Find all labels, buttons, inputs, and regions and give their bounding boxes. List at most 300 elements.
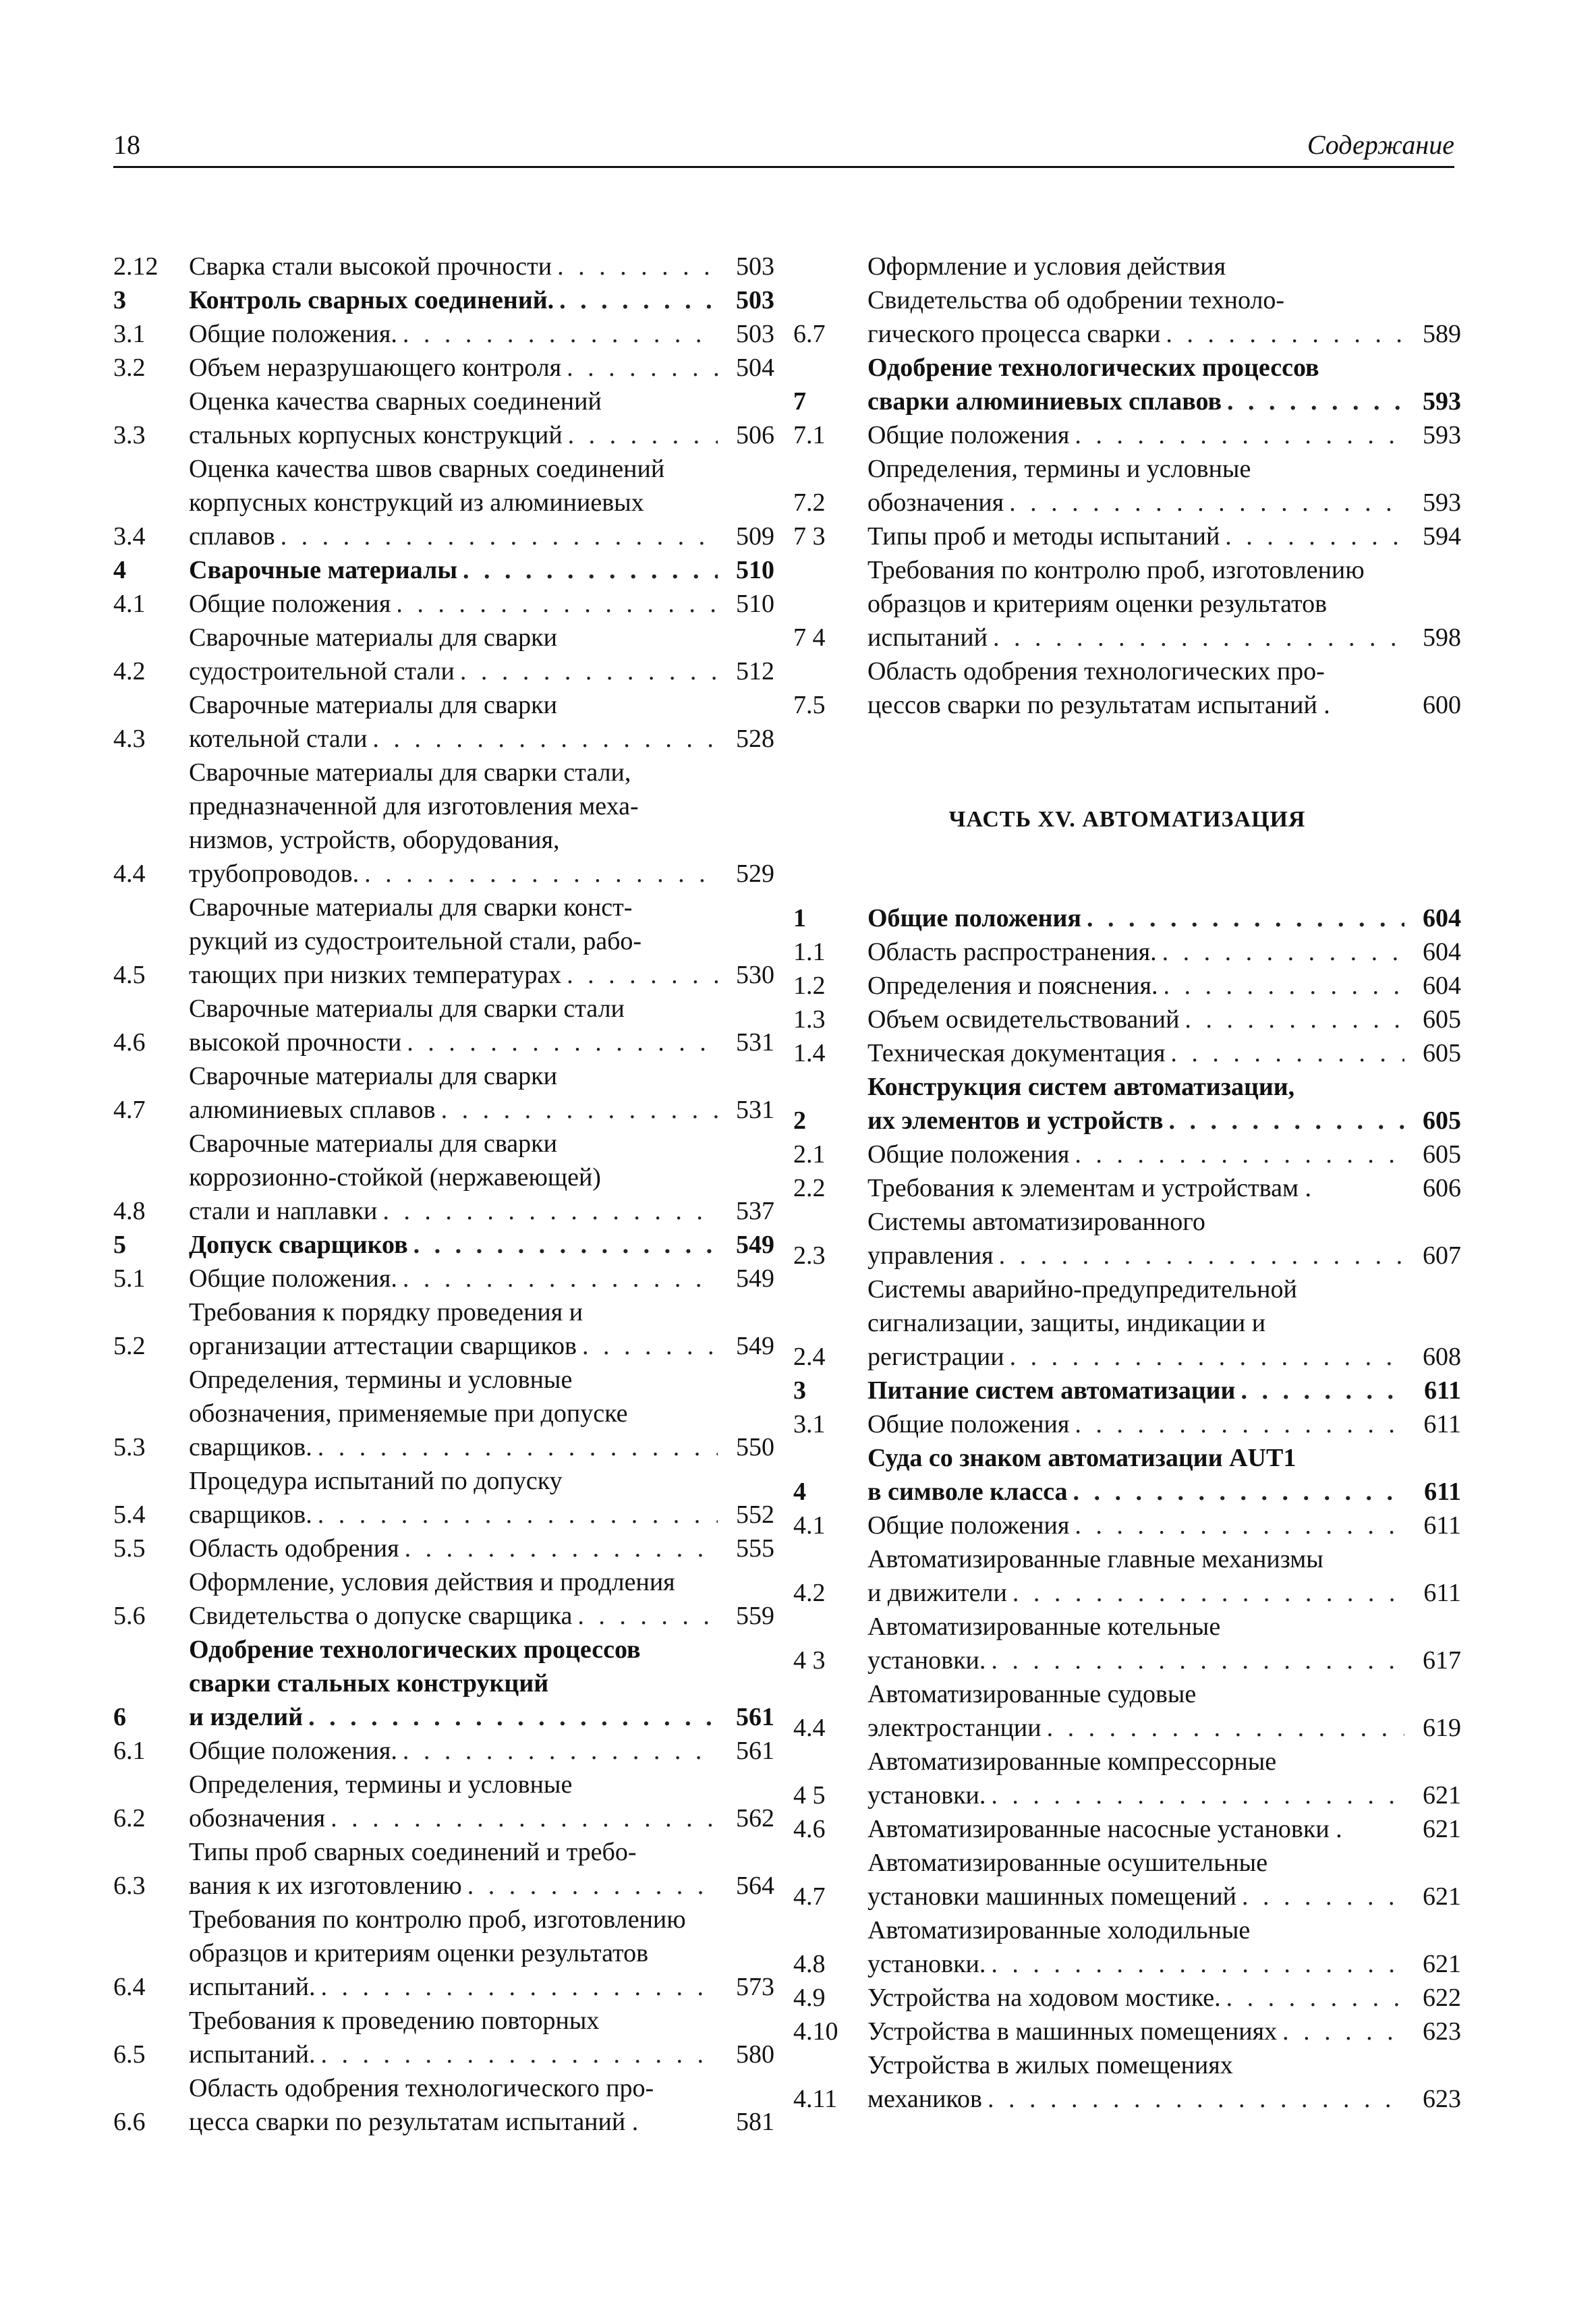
toc-entry-title: тающих при низких температурах xyxy=(189,961,562,989)
toc-entry-body xyxy=(867,1542,1461,1610)
toc-entry-body xyxy=(867,250,1461,351)
toc-entry-page: 573 xyxy=(736,1973,774,2001)
toc-entry xyxy=(113,1768,774,1835)
toc-entry-title: Типы проб и методы испытаний xyxy=(867,522,1220,551)
toc-entry-title: регистрации xyxy=(867,1343,1004,1371)
toc-entry-page: 561 xyxy=(736,1737,774,1765)
toc-entry-line xyxy=(189,756,774,789)
toc-entry-number: 4.10 xyxy=(793,2017,838,2046)
toc-entry xyxy=(793,1205,1461,1272)
leader-dots xyxy=(1075,418,1404,452)
leader-dots xyxy=(999,1239,1404,1272)
toc-entry xyxy=(793,1542,1461,1610)
toc-entry-line xyxy=(189,621,774,654)
toc-entry-number: 4.6 xyxy=(113,1028,146,1057)
toc-entry-number: 2.12 xyxy=(113,252,159,281)
toc-entry-title: в символе класса xyxy=(867,1478,1068,1506)
toc-entry-line xyxy=(189,1700,774,1734)
toc-entry xyxy=(793,1846,1461,1913)
toc-entry-line xyxy=(189,587,774,621)
leader-dots xyxy=(993,621,1404,654)
toc-entry-line xyxy=(189,1059,774,1093)
toc-entry-title: Общие положения xyxy=(867,1511,1070,1540)
toc-entry xyxy=(793,1374,1461,1407)
toc-entry-number: 4.6 xyxy=(793,1815,826,1843)
toc-entry-body xyxy=(867,1070,1461,1138)
toc-entry-page: 528 xyxy=(736,725,774,753)
toc-entry-line xyxy=(867,1003,1461,1036)
toc-entry-number: 4.2 xyxy=(793,1579,826,1607)
toc-entry xyxy=(113,1059,774,1127)
toc-entry-title: Сварочные материалы для сварки конст- xyxy=(189,893,633,922)
toc-entry-body xyxy=(189,283,774,317)
toc-entry-page: 611 xyxy=(1423,1579,1461,1607)
toc-entry-line xyxy=(867,1340,1461,1374)
toc-entry-body xyxy=(189,1228,774,1262)
leader-dots xyxy=(441,1093,718,1127)
toc-entry-title: Автоматизированные котельные xyxy=(867,1613,1221,1641)
toc-entry xyxy=(793,1745,1461,1812)
toc-entry-body xyxy=(189,1295,774,1363)
toc-entry-page: 510 xyxy=(736,556,774,584)
toc-entry-title: Общие положения. xyxy=(189,1264,397,1293)
leader-dots xyxy=(568,418,718,452)
toc-entry-title: и изделий xyxy=(189,1703,304,1731)
toc-entry-page: 581 xyxy=(736,2108,774,2136)
toc-entry-page: 622 xyxy=(1423,1984,1461,2012)
leader-dots xyxy=(405,1532,718,1565)
toc-entry-title: Сварочные материалы для сварки xyxy=(189,691,557,719)
leader-dots xyxy=(321,1970,718,2004)
toc-entry-body xyxy=(867,418,1461,452)
toc-entry-line xyxy=(867,553,1461,587)
leader-dots xyxy=(1013,1576,1404,1610)
toc-entry-line xyxy=(867,1138,1461,1171)
toc-entry-title: сварщиков. xyxy=(189,1501,312,1529)
toc-entry-number: 3.3 xyxy=(113,421,146,449)
toc-entry-line xyxy=(867,935,1461,969)
toc-entry-page: 555 xyxy=(736,1534,774,1563)
toc-entry-page: 605 xyxy=(1423,1005,1461,1034)
leader-dots xyxy=(577,1599,718,1633)
toc-entry-line xyxy=(867,1913,1461,1947)
toc-entry-number: 1.1 xyxy=(793,938,826,966)
toc-entry-line xyxy=(189,1936,774,1970)
toc-entry-line xyxy=(867,418,1461,452)
leader-dots xyxy=(364,857,718,891)
toc-entry-body xyxy=(189,1262,774,1295)
leader-dots xyxy=(991,1644,1404,1677)
toc-entry xyxy=(113,317,774,351)
toc-entry-body xyxy=(189,1127,774,1228)
leader-dots xyxy=(321,2038,718,2071)
leader-dots xyxy=(991,1778,1404,1812)
toc-entry-title: установки машинных помещений xyxy=(867,1882,1236,1911)
toc-entry-title: Автоматизированные главные механизмы xyxy=(867,1545,1323,1573)
toc-entry-line xyxy=(867,2048,1461,2082)
toc-entry-line xyxy=(867,1475,1461,1509)
toc-entry-title: Питание систем автоматизации xyxy=(867,1376,1236,1405)
toc-entry-page: 509 xyxy=(736,522,774,551)
toc-entry-title: Суда со знаком автоматизации AUT1 xyxy=(867,1444,1296,1472)
toc-entry-page: 606 xyxy=(1423,1174,1461,1202)
toc-entry-line xyxy=(867,385,1461,418)
toc-entry-title: Сварочные материалы xyxy=(189,556,457,584)
toc-entry-number: 2.2 xyxy=(793,1174,826,1202)
toc-entry-body xyxy=(867,2048,1461,2116)
toc-entry-line xyxy=(189,992,774,1026)
toc-entry-title: Определения, термины и условные xyxy=(189,1770,573,1799)
toc-entry-line xyxy=(189,1295,774,1329)
toc-entry xyxy=(793,418,1461,452)
toc-entry-number: 6.5 xyxy=(113,2040,146,2069)
toc-entry-title: обозначения xyxy=(867,488,1004,517)
toc-entry xyxy=(793,1981,1461,2015)
toc-entry xyxy=(113,1464,774,1532)
toc-entry xyxy=(113,2071,774,2139)
toc-entry-body xyxy=(867,520,1461,553)
toc-entry-line xyxy=(189,891,774,924)
toc-right-top xyxy=(793,250,1461,722)
toc-entry-page: 617 xyxy=(1423,1646,1461,1675)
toc-entry-number: 4.4 xyxy=(113,860,146,888)
toc-entry-line xyxy=(867,1745,1461,1778)
toc-entry-page: 549 xyxy=(736,1332,774,1360)
toc-entry-body xyxy=(189,1565,774,1633)
toc-entry xyxy=(793,250,1461,351)
toc-entry-title: Системы аварийно-предупредительной xyxy=(867,1275,1297,1304)
toc-entry-body xyxy=(189,1835,774,1903)
toc-entry-title: Сварочные материалы для сварки стали xyxy=(189,994,625,1023)
toc-entry-title: испытаний xyxy=(867,623,988,652)
toc-entry-number: 4.7 xyxy=(793,1882,826,1911)
toc-entry-page: 604 xyxy=(1423,972,1461,1000)
toc-entry-title: Требования по контролю проб, изготовлению xyxy=(189,1905,686,1934)
leader-dots xyxy=(308,1700,718,1734)
toc-entry-title: Техническая документация xyxy=(867,1039,1166,1067)
toc-entry-page: 611 xyxy=(1423,1410,1461,1438)
toc-entry-title: цессов сварки по результатам испытаний . xyxy=(867,691,1330,719)
leader-dots xyxy=(1170,1036,1404,1070)
toc-entry-page: 621 xyxy=(1423,1882,1461,1911)
toc-entry-number: 4 xyxy=(113,556,126,584)
toc-entry-body xyxy=(867,1913,1461,1981)
toc-entry-body xyxy=(867,935,1461,969)
toc-entry xyxy=(793,1677,1461,1745)
toc-entry-body xyxy=(867,1677,1461,1745)
toc-entry-body xyxy=(189,1768,774,1835)
toc-entry-page: 549 xyxy=(736,1231,774,1259)
toc-entry-line xyxy=(867,1306,1461,1340)
toc-entry-body xyxy=(867,1745,1461,1812)
toc-entry-title: котельной стали xyxy=(189,725,368,753)
toc-entry-body xyxy=(189,250,774,283)
toc-entry-number: 6.3 xyxy=(113,1872,146,1900)
toc-entry-number: 4.3 xyxy=(113,725,146,753)
toc-entry-number: 4.1 xyxy=(113,590,146,618)
toc-entry-number: 4.2 xyxy=(113,657,146,685)
toc-entry-line xyxy=(189,1970,774,2004)
toc-entry-page: 504 xyxy=(736,354,774,382)
leader-dots xyxy=(1075,1138,1404,1171)
toc-entry-title: Определения, термины и условные xyxy=(867,455,1251,483)
toc-entry-line xyxy=(867,1711,1461,1745)
toc-entry-line xyxy=(189,1228,774,1262)
leader-dots xyxy=(1226,1981,1404,2015)
toc-entry-line xyxy=(189,1498,774,1532)
toc-entry-line xyxy=(867,2015,1461,2048)
toc-entry-page: 552 xyxy=(736,1501,774,1529)
toc-entry-body xyxy=(189,351,774,385)
toc-entry-title: Общие положения xyxy=(189,590,391,618)
toc-entry-number: 4 xyxy=(793,1478,806,1506)
toc-entry-page: 607 xyxy=(1423,1241,1461,1270)
toc-entry-body xyxy=(867,1138,1461,1171)
toc-entry-page: 550 xyxy=(736,1433,774,1461)
toc-entry-line xyxy=(189,250,774,283)
toc-entry-page: 512 xyxy=(736,657,774,685)
toc-entry-line xyxy=(189,1093,774,1127)
toc-entry-page: 604 xyxy=(1423,904,1461,932)
toc-entry-title: Область одобрения технологических про- xyxy=(867,657,1325,685)
toc-entry-title: Оформление и условия действия xyxy=(867,252,1226,281)
toc-entry-number: 6.1 xyxy=(113,1737,146,1765)
toc-entry-number: 2.4 xyxy=(793,1343,826,1371)
toc-entry-page: 531 xyxy=(736,1096,774,1124)
leader-dots xyxy=(567,351,718,385)
toc-entry-number: 5.4 xyxy=(113,1501,146,1529)
toc-entry-title: Требования к порядку проведения и xyxy=(189,1298,583,1326)
toc-entry-page: 621 xyxy=(1423,1815,1461,1843)
toc-entry-title: Сварочные материалы для сварки xyxy=(189,623,557,652)
toc-entry-page: 611 xyxy=(1424,1478,1461,1506)
toc-entry xyxy=(793,351,1461,418)
toc-entry-title: низмов, устройств, оборудования, xyxy=(189,826,560,854)
toc-entry xyxy=(113,688,774,756)
toc-entry-page: 593 xyxy=(1423,488,1461,517)
toc-entry-title: гического процесса сварки xyxy=(867,320,1161,348)
toc-entry-line xyxy=(867,1205,1461,1239)
toc-entry-number: 5.3 xyxy=(113,1433,146,1461)
leader-dots xyxy=(988,2082,1404,2116)
toc-entry-title: Автоматизированные осушительные xyxy=(867,1849,1268,1877)
toc-entry-title: Сварка стали высокой прочности xyxy=(189,252,552,281)
toc-entry-page: 605 xyxy=(1423,1140,1461,1169)
toc-entry-title: Устройства в машинных помещениях xyxy=(867,2017,1278,2046)
toc-entry-title: корпусных конструкций из алюминиевых xyxy=(189,488,644,517)
leader-dots xyxy=(467,1869,718,1903)
toc-entry-line xyxy=(189,385,774,418)
leader-dots xyxy=(460,654,718,688)
toc-entry-line xyxy=(189,654,774,688)
toc-entry-page: 510 xyxy=(736,590,774,618)
toc-entry-page: 503 xyxy=(736,252,774,281)
toc-entry-number: 5 xyxy=(113,1231,126,1259)
toc-entry-body xyxy=(867,1610,1461,1677)
toc-entry xyxy=(113,992,774,1059)
toc-entry xyxy=(113,250,774,283)
toc-entry-title: трубопроводов. xyxy=(189,860,360,888)
toc-entry-line xyxy=(189,1633,774,1666)
toc-entry-line xyxy=(189,1430,774,1464)
part-title: ЧАСТЬ XV. АВТОМАТИЗАЦИЯ xyxy=(948,807,1306,832)
toc-entry xyxy=(113,1633,774,1734)
toc-entry-title: вания к их изготовлению xyxy=(189,1872,462,1900)
toc-entry-line xyxy=(867,351,1461,385)
toc-entry-line xyxy=(189,1565,774,1599)
toc-entry xyxy=(113,452,774,553)
toc-entry-title: Допуск сварщиков xyxy=(189,1231,408,1259)
toc-entry-title: Одобрение технологических процессов xyxy=(867,354,1319,382)
toc-entry-number: 6 xyxy=(113,1703,126,1731)
toc-entry-line xyxy=(867,486,1461,520)
toc-entry-title: и движители xyxy=(867,1579,1007,1607)
toc-entry-title: стали и наплавки xyxy=(189,1197,378,1225)
toc-entry-line xyxy=(189,1160,774,1194)
toc-entry-title: обозначения, применяемые при допуске xyxy=(189,1399,628,1428)
toc-entry-title: Общие положения. xyxy=(189,320,397,348)
toc-entry xyxy=(793,1812,1461,1846)
toc-entry-number: 1 xyxy=(793,904,806,932)
toc-entry-body xyxy=(867,1441,1461,1509)
toc-entry xyxy=(113,891,774,992)
toc-entry xyxy=(113,1127,774,1228)
toc-entry-number: 4 3 xyxy=(793,1646,826,1675)
toc-entry-line xyxy=(189,2038,774,2071)
toc-entry-line xyxy=(189,1127,774,1160)
toc-entry-title: сварки стальных конструкций xyxy=(189,1669,549,1698)
toc-entry-title: Устройства на ходовом мостике. xyxy=(867,1984,1221,2012)
toc-entry xyxy=(113,553,774,587)
toc-entry-number: 1.3 xyxy=(793,1005,826,1034)
toc-entry-page: 605 xyxy=(1423,1039,1461,1067)
toc-entry-number: 5.5 xyxy=(113,1534,146,1563)
toc-entry-title: Область одобрения xyxy=(189,1534,399,1563)
leader-dots xyxy=(567,958,718,992)
leader-dots xyxy=(414,1228,718,1262)
toc-entry-number: 7.5 xyxy=(793,691,826,719)
toc-entry-page: 503 xyxy=(736,320,774,348)
toc-entry-number: 4.11 xyxy=(793,2085,838,2113)
toc-entry xyxy=(113,1835,774,1903)
toc-entry-line xyxy=(189,486,774,520)
toc-entry-line xyxy=(867,1846,1461,1880)
toc-entry-line xyxy=(867,250,1461,283)
toc-entry-number: 6.7 xyxy=(793,320,826,348)
toc-entry-line xyxy=(867,1171,1461,1205)
toc-entry-line xyxy=(189,317,774,351)
leader-dots xyxy=(463,553,718,587)
toc-entry-number: 2.3 xyxy=(793,1241,826,1270)
toc-entry-body xyxy=(867,553,1461,654)
toc-entry-line xyxy=(189,1026,774,1059)
toc-entry-title: Оценка качества швов сварных соединений xyxy=(189,455,665,483)
toc-entry-title: электростанции xyxy=(867,1714,1042,1742)
toc-entry-body xyxy=(189,317,774,351)
toc-entry-body xyxy=(189,688,774,756)
toc-entry-title: сигнализации, защиты, индикации и xyxy=(867,1309,1266,1337)
toc-entry-title: сварщиков. xyxy=(189,1433,312,1461)
toc-entry-line xyxy=(189,1599,774,1633)
leader-dots xyxy=(1282,2015,1404,2048)
toc-entry-page: 608 xyxy=(1423,1343,1461,1371)
toc-entry-title: Требования к элементам и устройствам . xyxy=(867,1174,1312,1202)
toc-entry-title: Конструкция систем автоматизации, xyxy=(867,1073,1295,1101)
toc-entry xyxy=(793,2015,1461,2048)
toc-entry-page: 549 xyxy=(736,1264,774,1293)
toc-entry-title: организации аттестации сварщиков xyxy=(189,1332,577,1360)
toc-entry-body xyxy=(189,756,774,891)
toc-entry-body xyxy=(867,452,1461,520)
toc-entry-line xyxy=(867,1542,1461,1576)
leader-dots xyxy=(1185,1003,1404,1036)
toc-entry-line xyxy=(867,1104,1461,1138)
toc-entry xyxy=(793,1509,1461,1542)
toc-entry-title: Устройства в жилых помещениях xyxy=(867,2051,1233,2079)
toc-entry-title: Процедура испытаний по допуску xyxy=(189,1467,563,1495)
toc-entry-line xyxy=(867,452,1461,486)
toc-entry xyxy=(793,1272,1461,1374)
leader-dots xyxy=(1087,901,1404,935)
toc-entry-title: Сварочные материалы для сварки xyxy=(189,1062,557,1090)
leader-dots xyxy=(1227,385,1404,418)
toc-entry-number: 3 xyxy=(793,1376,806,1405)
toc-entry-number: 6.4 xyxy=(113,1973,146,2001)
leader-dots xyxy=(281,520,718,553)
toc-entry xyxy=(113,385,774,452)
toc-entry-title: высокой прочности xyxy=(189,1028,402,1057)
toc-entry-body xyxy=(867,901,1461,935)
toc-entry xyxy=(793,935,1461,969)
toc-entry-number: 4.8 xyxy=(793,1950,826,1978)
toc-entry-page: 623 xyxy=(1423,2085,1461,2113)
toc-entry-body xyxy=(189,992,774,1059)
toc-entry-page: 623 xyxy=(1423,2017,1461,2046)
toc-entry-number: 7 xyxy=(793,387,806,416)
leader-dots xyxy=(318,1430,718,1464)
toc-entry xyxy=(793,654,1461,722)
toc-entry-title: Оформление, условия действия и продления xyxy=(189,1568,675,1596)
toc-entry-title: алюминиевых сплавов xyxy=(189,1096,436,1124)
leader-dots xyxy=(991,1947,1404,1981)
toc-entry-line xyxy=(867,1981,1461,2015)
toc-entry-number: 6.6 xyxy=(113,2108,146,2136)
toc-entry-line xyxy=(189,1734,774,1768)
toc-entry-number: 3.1 xyxy=(793,1410,826,1438)
toc-entry-line xyxy=(867,1036,1461,1070)
toc-entry-line xyxy=(867,1441,1461,1475)
toc-entry xyxy=(113,1363,774,1464)
toc-entry-line xyxy=(189,722,774,756)
toc-entry-page: 503 xyxy=(736,286,774,314)
toc-entry-title: предназначенной для изготовления меха- xyxy=(189,792,639,820)
toc-entry xyxy=(113,1295,774,1363)
toc-entry-line xyxy=(189,418,774,452)
toc-entry-page: 605 xyxy=(1423,1106,1461,1135)
toc-entry-number: 4.8 xyxy=(113,1197,146,1225)
toc-entry-body xyxy=(867,1509,1461,1542)
toc-entry-page: 529 xyxy=(736,860,774,888)
toc-entry-title: Объем освидетельствований xyxy=(867,1005,1180,1034)
toc-entry-title: стальных корпусных конструкций xyxy=(189,421,563,449)
toc-entry xyxy=(113,756,774,891)
toc-entry-page: 593 xyxy=(1423,421,1461,449)
toc-entry-body xyxy=(867,1846,1461,1913)
toc-entry-line xyxy=(867,1070,1461,1104)
toc-entry-title: Общие положения xyxy=(867,904,1081,932)
toc-entry-line xyxy=(867,1644,1461,1677)
toc-entry-body xyxy=(867,1036,1461,1070)
